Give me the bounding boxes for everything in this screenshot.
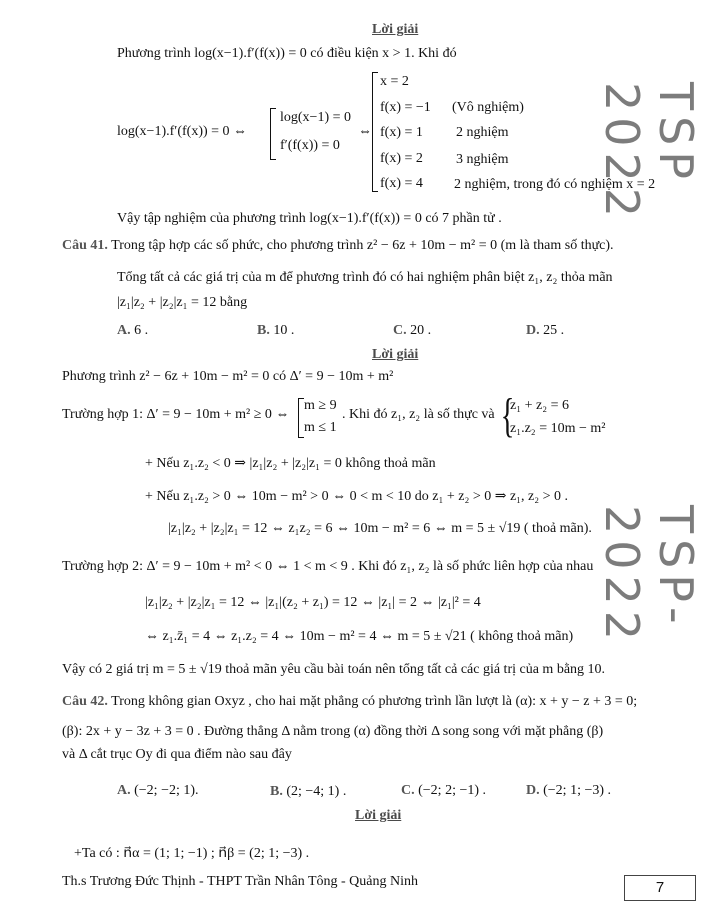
q42-label: Câu 42.: [62, 694, 108, 709]
q42-option-d[interactable]: D. (−2; 1; −3) .: [526, 783, 612, 798]
s41-line-5: |z₁|z₂ + |z₂|z₁ = 12 ⇔ z₁z₂ = 6 ⇔ 10m − m² = 6 ⇔ m = 5 ± √19 ( thoả mãn).: [168, 521, 592, 536]
s41-line-3: + Nếu z₁.z₂ < 0 ⇒ |z₁|z₂ + |z₂|z₁ = 0 không thoả mãn: [145, 456, 436, 471]
equiv-mid-1: log(x−1) = 0: [280, 110, 352, 125]
q41-option-a[interactable]: A. 6 .: [117, 323, 149, 338]
watermark-bottom: TSP-2022: [595, 505, 703, 647]
bracket-2: [372, 72, 378, 192]
case-eq-4: f(x) = 2: [380, 151, 423, 166]
s41-case1-br2: m ≤ 1: [304, 420, 337, 435]
s41-case1-sys1: z₁ + z₂ = 6: [510, 398, 569, 413]
s41-line-4: + Nếu z₁.z₂ > 0 ⇔ 10m − m² > 0 ⇔ 0 < m < 10 do z₁ + z₂ > 0 ⇒ z₁, z₂ > 0 .: [145, 489, 569, 504]
watermark-top: TSP 2022: [595, 82, 703, 224]
solution-heading-3: Lời giải: [355, 808, 402, 823]
q41-line-1: [62, 238, 614, 254]
equiv-mid-2: f′(f(x)) = 0: [280, 138, 340, 153]
q42-option-b[interactable]: B. (2; −4; 1) .: [270, 784, 347, 799]
case-eq-5: f(x) = 4: [380, 176, 423, 191]
case-eq-1: x = 2: [380, 74, 409, 89]
s41-line-8: ⇔ z₁.z̄₁ = 4 ⇔ z₁.z₂ = 4 ⇔ 10m − m² = 4 ⇔ m = 5 ± √21 ( không thoả mãn): [145, 629, 574, 644]
q41-text-3: |z₁|z₂ + |z₂|z₁ = 12 bằng: [117, 295, 248, 310]
solution-heading: Lời giải: [372, 22, 419, 37]
q42-option-c[interactable]: C. (−2; 2; −1) .: [401, 783, 487, 798]
curly-brace-1: {: [500, 389, 515, 442]
q41-text-2: Tổng tất cả các giá trị của m để phương trình đó có hai nghiệm phân biệt z₁, z₂ thỏa mãn: [117, 270, 613, 285]
q42-text-1: Trong không gian Oxyz , cho hai mặt phẳng có phương trình lần lượt là (α): x + y − z + 3 = 0;: [111, 694, 638, 709]
solution-heading-2: Lời giải: [372, 347, 419, 362]
s41-case1-br1: m ≥ 9: [304, 398, 337, 413]
q42-text-3: và Δ cắt trục Oy đi qua điểm nào sau đây: [62, 747, 292, 762]
s41-line-7: |z₁|z₂ + |z₂|z₁ = 12 ⇔ |z₁|(z₂ + z₁) = 12 ⇔ |z₁| = 2 ⇔ |z₁|² = 4: [145, 595, 481, 610]
case-note-2: (Vô nghiệm): [452, 100, 524, 115]
case-note-5: 2 nghiệm, trong đó có nghiệm x = 2: [454, 177, 656, 192]
q41-option-b[interactable]: B. 10 .: [257, 323, 295, 338]
s42-line-1: +Ta có : n⃗α = (1; 1; −1) ; n⃗β = (2; 1; −3) .: [74, 846, 310, 861]
case-note-3: 2 nghiệm: [456, 125, 509, 140]
q41-option-d[interactable]: D. 25 .: [526, 323, 565, 338]
s41-line-6: Trường hợp 2: Δ′ = 9 − 10m + m² < 0 ⇔ 1 < m < 9 . Khi đó z₁, z₂ là số phức liên hợp của nhau: [62, 559, 594, 574]
q41-label: Câu 41.: [62, 238, 108, 253]
case-eq-2: f(x) = −1: [380, 100, 431, 115]
q42-line-1: [62, 694, 637, 710]
s41-case1-b: . Khi đó z₁, z₂ là số thực và: [342, 407, 495, 422]
bracket-1: [270, 108, 276, 160]
conclusion-1: Vậy tập nghiệm của phương trình log(x−1).f′(f(x)) = 0 có 7 phần tử .: [117, 211, 502, 226]
equiv-lhs: log(x−1).f′(f(x)) = 0 ⇔: [117, 124, 248, 139]
q42-text-2: (β): 2x + y − 3z + 3 = 0 . Đường thẳng Δ nằm trong (α) đồng thời Δ song song với mặt phẳng (β): [62, 724, 604, 739]
case-eq-3: f(x) = 1: [380, 125, 423, 140]
condition-line: Phương trình log(x−1).f′(f(x)) = 0 có điều kiện x > 1. Khi đó: [117, 46, 457, 61]
s41-line-9: Vậy có 2 giá trị m = 5 ± √19 thoả mãn yêu cầu bài toán nên tổng tất cả các giá trị của m bằng 10.: [62, 662, 606, 677]
case-note-4: 3 nghiệm: [456, 152, 509, 167]
footer-author: Th.s Trương Đức Thịnh - THPT Trần Nhân Tông - Quảng Ninh: [62, 874, 419, 889]
page-number: 7: [624, 875, 696, 901]
q42-option-a[interactable]: A. (−2; −2; 1).: [117, 783, 199, 798]
equiv-arrow: ⇔: [358, 124, 372, 139]
s41-line-1: Phương trình z² − 6z + 10m − m² = 0 có Δ′ = 9 − 10m + m²: [62, 369, 394, 384]
s41-case1-a: Trường hợp 1: Δ′ = 9 − 10m + m² ≥ 0 ⇔: [62, 407, 290, 422]
q41-option-c[interactable]: C. 20 .: [393, 323, 432, 338]
s41-case1-sys2: z₁.z₂ = 10m − m²: [510, 421, 606, 436]
q41-text-1: Trong tập hợp các số phức, cho phương trình z² − 6z + 10m − m² = 0 (m là tham số thực).: [111, 238, 614, 253]
